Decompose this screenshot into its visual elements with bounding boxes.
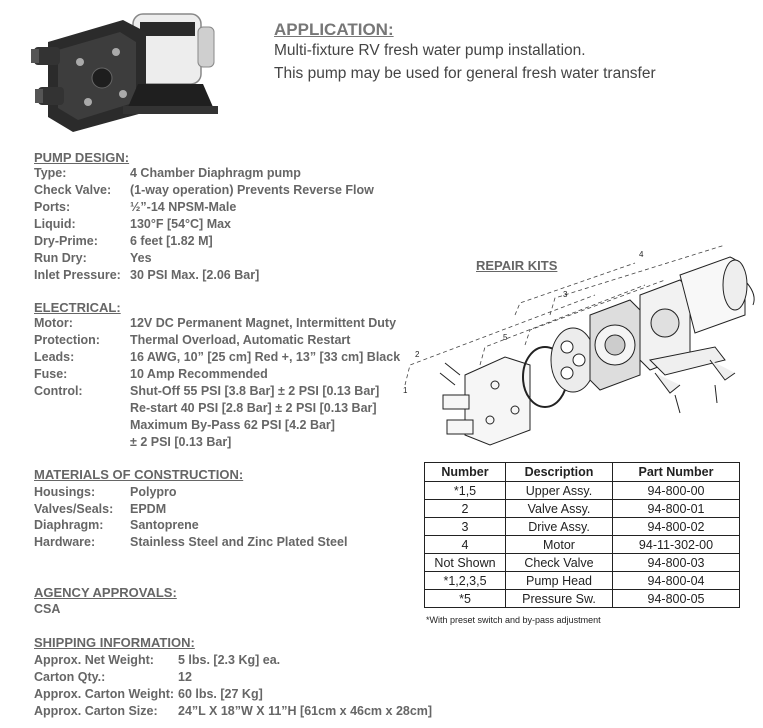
spec-label: Hardware: — [34, 535, 96, 549]
spec-label: Leads: — [34, 350, 75, 364]
table-row — [425, 482, 740, 500]
spec-value: Yes — [130, 251, 152, 265]
spec-value: 6 feet [1.82 M] — [130, 234, 213, 248]
spec-value: ± 2 PSI [0.13 Bar] — [130, 435, 232, 449]
table-cell: 94-800-04 — [613, 572, 740, 590]
spec-value: Shut-Off 55 PSI [3.8 Bar] ± 2 PSI [0.13 Bar] — [130, 384, 380, 398]
exploded-diagram — [395, 235, 760, 460]
spec-label: Check Valve: — [34, 183, 112, 197]
table-cell: *1,2,3,5 — [425, 572, 506, 590]
table-cell: 4 — [425, 536, 506, 554]
spec-label: Housings: — [34, 485, 96, 499]
table-cell: 94-800-01 — [613, 500, 740, 518]
spec-value: ½”-14 NPSM-Male — [130, 200, 237, 214]
spec-label: Carton Qty.: — [34, 670, 106, 684]
spec-value: Polypro — [130, 485, 177, 499]
spec-label: Run Dry: — [34, 251, 87, 265]
column-header-part-number: Part Number — [613, 463, 740, 482]
spec-value: Maximum By-Pass 62 PSI [4.2 Bar] — [130, 418, 335, 432]
electrical-heading: ELECTRICAL: — [34, 300, 121, 315]
table-row — [425, 500, 740, 518]
spec-value: 16 AWG, 10” [25 cm] Red +, 13” [33 cm] Black — [130, 350, 401, 364]
spec-label: Approx. Net Weight: — [34, 653, 154, 667]
table-row — [425, 536, 740, 554]
spec-value: Thermal Overload, Automatic Restart — [130, 333, 351, 347]
spec-value: 12V DC Permanent Magnet, Intermittent Duty — [130, 316, 397, 330]
spec-label: Valves/Seals: — [34, 502, 114, 516]
table-cell: 94-800-00 — [613, 482, 740, 500]
materials-heading: MATERIALS OF CONSTRUCTION: — [34, 467, 244, 482]
spec-label: Approx. Carton Weight: — [34, 687, 175, 701]
table-footnote: *With preset switch and by-pass adjustment — [426, 615, 601, 625]
spec-value: (1-way operation) Prevents Reverse Flow — [130, 183, 374, 197]
table-header-row — [425, 463, 740, 482]
spec-label: Diaphragm: — [34, 518, 104, 532]
spec-label: Type: — [34, 166, 67, 180]
spec-value: 12 — [178, 670, 192, 684]
agency-value: CSA — [34, 602, 61, 616]
table-cell: 3 — [425, 518, 506, 536]
spec-label: Ports: — [34, 200, 71, 214]
table-row — [425, 554, 740, 572]
repair-kits-heading: REPAIR KITS — [476, 258, 558, 273]
spec-value: Re-start 40 PSI [2.8 Bar] ± 2 PSI [0.13 Bar] — [130, 401, 377, 415]
diagram-label-4: 4 — [639, 250, 644, 259]
spec-value: 130°F [54°C] Max — [130, 217, 232, 231]
diagram-label-5: 5 — [503, 333, 508, 342]
diagram-label-2: 2 — [415, 350, 420, 359]
table-cell: 94-800-02 — [613, 518, 740, 536]
spec-value: 4 Chamber Diaphragm pump — [130, 166, 301, 180]
table-cell: 94-11-302-00 — [613, 536, 740, 554]
spec-value: 5 lbs. [2.3 Kg] ea. — [178, 653, 281, 667]
table-cell: Check Valve — [506, 554, 613, 572]
application-heading: APPLICATION: — [274, 20, 394, 39]
spec-label: Approx. Carton Size: — [34, 704, 158, 718]
diagram-label-1: 1 — [403, 386, 408, 395]
column-header-number: Number — [425, 463, 506, 482]
spec-value: Stainless Steel and Zinc Plated Steel — [130, 535, 348, 549]
agency-heading: AGENCY APPROVALS: — [34, 585, 177, 600]
application-line-1: Multi-fixture RV fresh water pump installation. — [274, 42, 586, 59]
table-cell: Not Shown — [425, 554, 506, 572]
table-cell: Pump Head — [506, 572, 613, 590]
pump-photo — [28, 2, 228, 140]
table-cell: Drive Assy. — [506, 518, 613, 536]
spec-value: 60 lbs. [27 Kg] — [178, 687, 263, 701]
column-header-description: Description — [506, 463, 613, 482]
application-line-2: This pump may be used for general fresh water transfer — [274, 65, 656, 82]
table-cell: Upper Assy. — [506, 482, 613, 500]
table-row — [425, 518, 740, 536]
spec-label: Dry-Prime: — [34, 234, 98, 248]
spec-label: Fuse: — [34, 367, 68, 381]
table-cell: Pressure Sw. — [506, 590, 613, 608]
shipping-heading: SHIPPING INFORMATION: — [34, 635, 195, 650]
spec-label: Protection: — [34, 333, 100, 347]
spec-value: 30 PSI Max. [2.06 Bar] — [130, 268, 260, 282]
repair-kits-table — [424, 462, 740, 608]
diagram-label-3: 3 — [563, 290, 568, 299]
table-row — [425, 572, 740, 590]
table-cell: 2 — [425, 500, 506, 518]
spec-label: Motor: — [34, 316, 73, 330]
spec-label: Liquid: — [34, 217, 76, 231]
spec-label: Inlet Pressure: — [34, 268, 121, 282]
table-cell: Valve Assy. — [506, 500, 613, 518]
spec-value: EPDM — [130, 502, 167, 516]
table-cell: *1,5 — [425, 482, 506, 500]
table-cell: 94-800-05 — [613, 590, 740, 608]
table-cell: *5 — [425, 590, 506, 608]
spec-value: 10 Amp Recommended — [130, 367, 268, 381]
pump-design-heading: PUMP DESIGN: — [34, 150, 130, 165]
table-row — [425, 590, 740, 608]
spec-value: Santoprene — [130, 518, 199, 532]
table-cell: Motor — [506, 536, 613, 554]
spec-value: 24”L X 18”W X 11”H [61cm x 46cm x 28cm] — [178, 704, 433, 718]
table-cell: 94-800-03 — [613, 554, 740, 572]
spec-label: Control: — [34, 384, 83, 398]
